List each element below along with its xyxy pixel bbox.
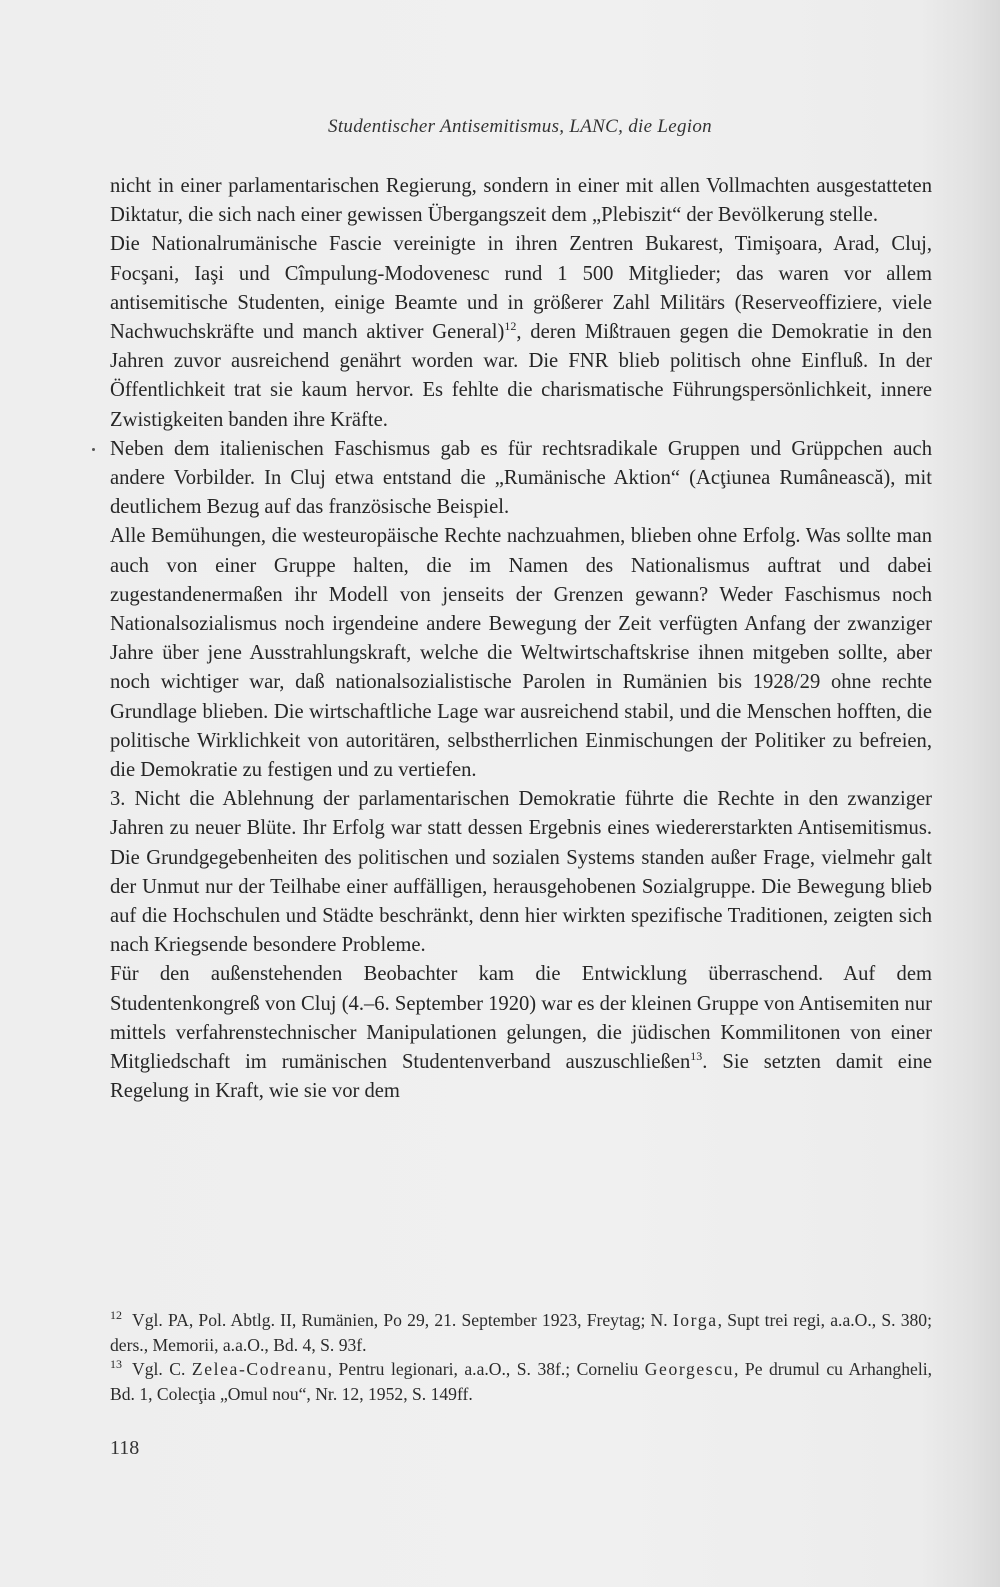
paragraph-text: , deren Mißtrauen gegen die Demokratie in den Jahren zuvor ausreichend genährt worden war. Die FNR blieb politisch ohne Einfluß. In der Öffentlichkeit trat sie kaum hervor. Es fehlte die charismatische Führungspersönlichkeit, innere Zwistigkeiten banden ihre Kräfte. [110, 321, 933, 431]
paragraph-text: Für den außenstehenden Beobachter kam die Entwicklung überraschend. Auf dem Studentenkongreß von Cluj (4.–6. September 1920) war es der kleinen Gruppe von Antisemiten nur mittels verfahrenstechnischer Manipulationen gelungen, die jüdischen Kommilitonen von einer Mitgliedschaft im rumänischen Studentenverband auszuschließen [110, 963, 932, 1074]
footnote-text: Vgl. C. [132, 1359, 192, 1379]
footnote-text: , Supt trei regi, a.a.O., S. 380; ders., Memorii, a.a.O., Bd. 4, S. 93f. [110, 1310, 932, 1355]
footnotes [110, 1308, 932, 1406]
footnote-text: , Pe drumul cu Arhangheli, Bd. 1, Colecţia „Omul nou“, Nr. 12, 1952, S. 149ff. [110, 1359, 932, 1404]
footnote-ref-12[interactable]: 12 [504, 319, 517, 334]
body-text [110, 172, 932, 1107]
paragraph: Alle Bemühungen, die westeuropäische Rechte nachzuahmen, blieben ohne Erfolg. Was sollte man auch von einer Gruppe halten, die im Namen des Nationalismus auftrat und dabei zugestandenermaßen ihr Modell von jenseits der Grenzen gewann? Weder Faschismus noch Nationalsozialismus noch irgendeine andere Bewegung der Zeit verfügten Anfang der zwanziger Jahre über jene Ausstrahlungskraft, welche die Weltwirtschaftskrise ihnen mitgeben sollte, aber noch wichtiger war, daß nationalsozialistische Parolen in Rumänien bis 1928/29 ohne rechte Grundlage blieben. Die wirtschaftliche Lage war ausreichend stabil, und die Menschen hofften, die politische Wirklichkeit von autoritären, selbstherrlichen Einmischungen der Politiker zu befreien, die Demokratie zu festigen und zu vertiefen. [110, 525, 932, 782]
running-head: Studentischer Antisemitismus, LANC, die Legion [328, 116, 712, 137]
paragraph [110, 960, 932, 1106]
footnote-13: $^{13}$ Vgl. C. Zelea-Codreanu, Pentru legionari, a.a.O., S. 38f.; Corneliu Georgescu, Pe drumul cu Arhangheli, Bd. 1, Colecţia „Omul nou“, Nr. 12, 1952, S. 149ff. [110, 1357, 932, 1404]
footnote-author: Zelea-Codreanu [191, 1359, 328, 1379]
footnote-ref-13[interactable]: 13 [690, 1049, 703, 1064]
paragraph-text: . Sie setzten damit eine Regelung in Kraft, wie sie vor dem [110, 1051, 933, 1103]
paragraph: Neben dem italienischen Faschismus gab es für rechtsradikale Gruppen und Grüppchen auch andere Vorbilder. In Cluj etwa entstand die „Rumänische Aktion“ (Acţiunea Rumânească), mit deutlichem Bezug auf das französische Beispiel. [110, 437, 932, 519]
paragraph: nicht in einer parlamentarischen Regierung, sondern in einer mit allen Vollmachten ausgestatteten Diktatur, die sich nach einer gewissen Übergangszeit dem „Plebiszit“ der Bevölkerung stelle. [110, 175, 932, 227]
footnote-12: $^{12}$ Vgl. PA, Pol. Abtlg. II, Rumänien, Po 29, 21. September 1923, Freytag; N. Iorga, Supt trei regi, a.a.O., S. 380; ders., Memorii, a.a.O., Bd. 4, S. 93f. [110, 1308, 932, 1355]
footnote-author: Iorga [672, 1310, 718, 1330]
ink-speck [92, 448, 95, 451]
paragraph: 3. Nicht die Ablehnung der parlamentarischen Demokratie führte die Rechte in den zwanziger Jahren zu neuer Blüte. Ihr Erfolg war statt dessen Ergebnis eines wiedererstarkten Antisemitismus. Die Grundgegebenheiten des politischen und sozialen Systems standen außer Frage, vielmehr galt der Unmut nur der Teilhabe einer auffälligen, herausgehobenen Sozialgruppe. Die Bewegung blieb auf die Hochschulen und Städte beschränkt, denn hier wirkten spezifische Traditionen, zeigten sich nach Kriegsende besondere Probleme. [110, 788, 932, 957]
footnote-text: , Pentru legionari, a.a.O., S. 38f.; Corneliu [327, 1359, 645, 1379]
footnote-text: Vgl. PA, Pol. Abtlg. II, Rumänien, Po 29, 21. September 1923, Freytag; N. [132, 1310, 673, 1330]
footnote-author: Georgescu [644, 1359, 735, 1379]
paragraph [110, 230, 932, 434]
page-number: 118 [110, 1437, 140, 1459]
paragraph-text: Die Nationalrumänische Fascie vereinigte in ihren Zentren Bukarest, Timişoara, Arad, Cluj, Focşani, Iaşi und Cîmpulung-Modovenesc rund 1 500 Mitglieder; das waren vor allem antisemitische Studenten, einige Beamte und in größerer Zahl Militärs (Reserveoffiziere, viele Nachwuchskräfte und manch aktiver General) [110, 233, 932, 344]
